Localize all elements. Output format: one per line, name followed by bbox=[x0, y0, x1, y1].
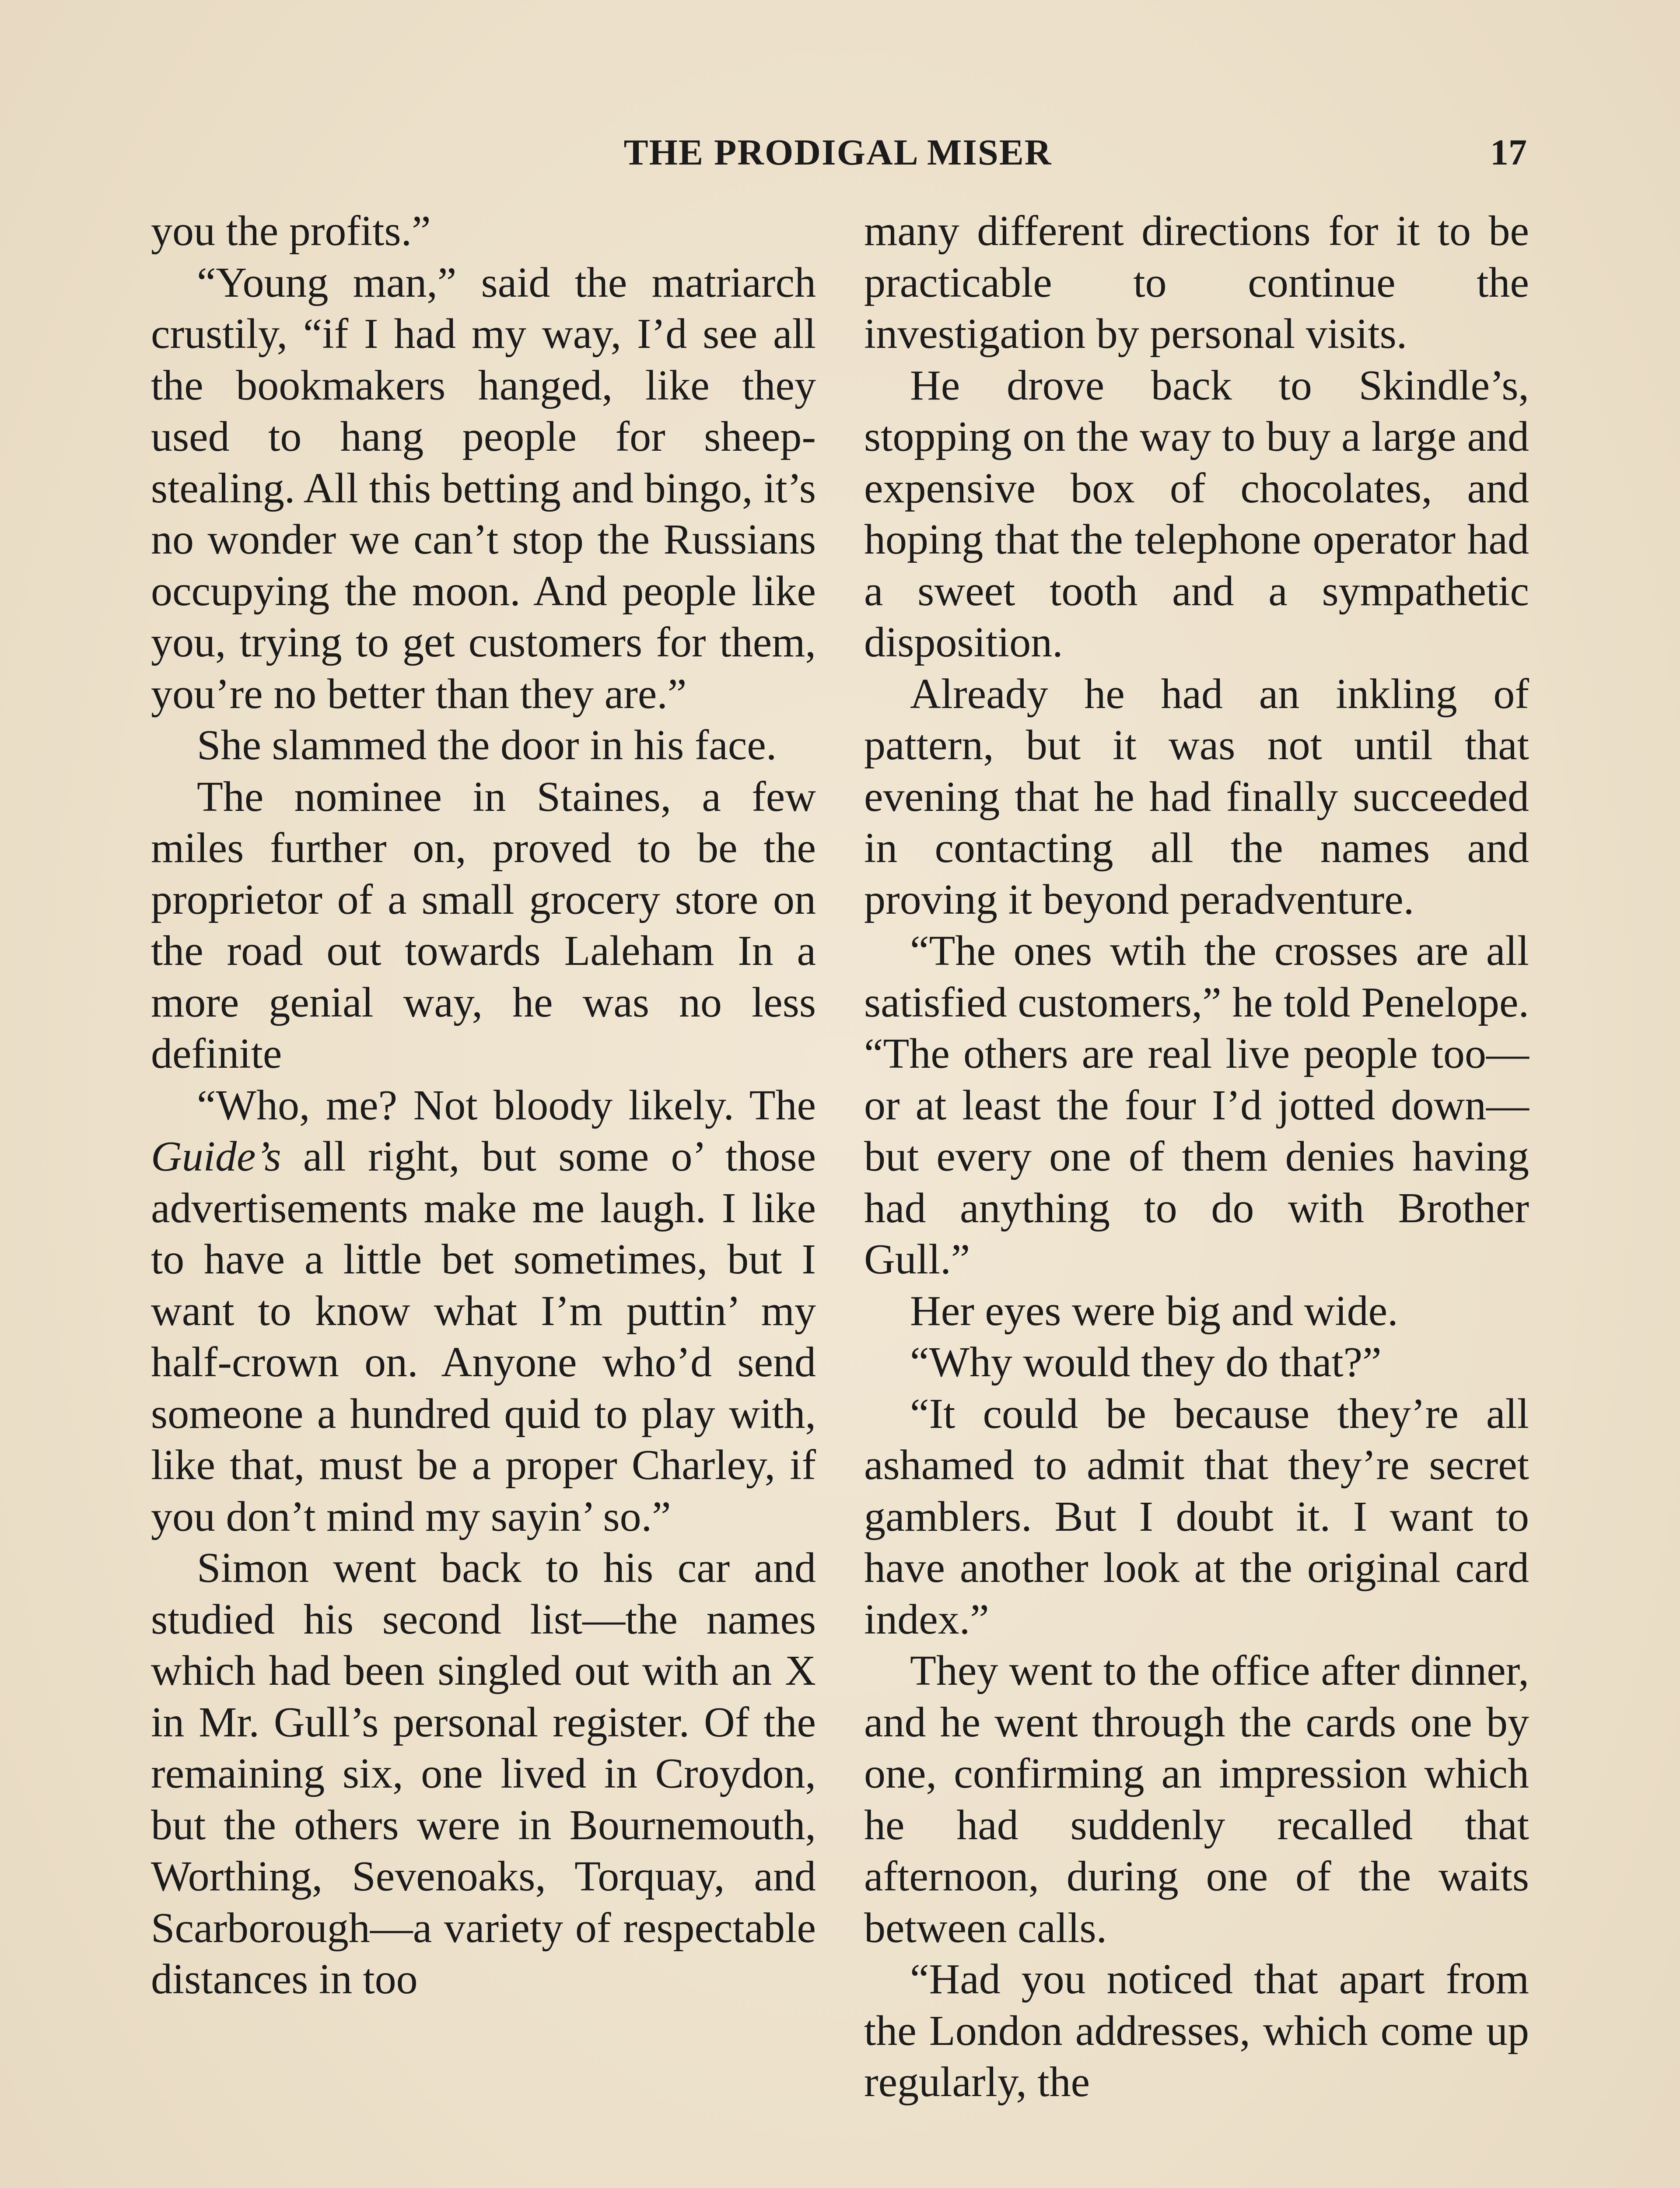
paragraph: “Why would they do that?” bbox=[910, 1339, 1382, 1386]
paragraph: Simon went back to his car and studied his second list—the names which had been singled out with an X in Mr. Gull’s personal register. Of the remaining six, one lived in Croydon, but the others were in Bournemouth, Worthing, Sevenoaks, Torquay, and Scarborough—a variety of respectable distances in too bbox=[151, 1544, 816, 2003]
paragraph: Her eyes were big and wide. bbox=[910, 1287, 1398, 1335]
paragraph: “The ones wtih the crosses are all satisfied customers,” he told Penelope. “The others are real live people too—or at least the four I’d jotted down—but every one of them denies having had anything to do with Brother Gull.” bbox=[864, 927, 1529, 1283]
paragraph: They went to the office after dinner, and he went through the cards one by one, confirming an impression which he had suddenly recalled that afternoon, during one of the waits between calls. bbox=[864, 1647, 1529, 1952]
running-title: THE PRODIGAL MISER bbox=[623, 132, 1052, 173]
left-column bbox=[151, 206, 816, 2006]
paragraph: Already he had an inkling of pattern, but it was not until that evening that he had finally succeeded in contacting all the names and proving it beyond peradventure. bbox=[864, 670, 1529, 923]
page-header bbox=[149, 131, 1527, 179]
paragraph: He drove back to Skindle’s, stopping on the way to buy a large and expensive box of chocolates, and hoping that the telephone operator had a sweet tooth and a sympathetic disposition. bbox=[864, 361, 1529, 666]
paragraph: many different directions for it to be practicable to continue the investigation by personal visits. bbox=[864, 207, 1529, 358]
paragraph: “Young man,” said the matriarch crustily, “if I had my way, I’d see all the bookmakers hanged, like they used to hang people for sheep-stealing. All this betting and bingo, it’s no wonder we can’t stop the Russians occupying the moon. And people like you, trying to get customers for them, you’re no better than they are.” bbox=[151, 259, 816, 718]
paragraph: you the profits.” bbox=[151, 207, 431, 255]
page-number: 17 bbox=[1490, 132, 1527, 173]
paragraph: “It could be because they’re all ashamed to admit that they’re secret gamblers. But I doubt it. I want to have another look at the original card index.” bbox=[864, 1390, 1529, 1643]
paragraph: “Had you noticed that apart from the London addresses, which come up regularly, the bbox=[864, 1956, 1529, 2106]
paragraph: “Who, me? Not bloody likely. The Guide’s all right, but some o’ those advertisements make me laugh. I like to have a little bet sometimes, but I want to know what I’m puttin’ my half-crown on. Anyone who’d send someone a hundred quid to play with, like that, must be a proper Charley, if you don’t mind my sayin’ so.” bbox=[151, 1081, 816, 1540]
paragraph: The nominee in Staines, a few miles further on, proved to be the proprietor of a small grocery store on the road out towards Laleham In a more genial way, he was no less definite bbox=[151, 773, 816, 1077]
right-column bbox=[864, 206, 1529, 2108]
paragraph: She slammed the door in his face. bbox=[197, 722, 777, 769]
